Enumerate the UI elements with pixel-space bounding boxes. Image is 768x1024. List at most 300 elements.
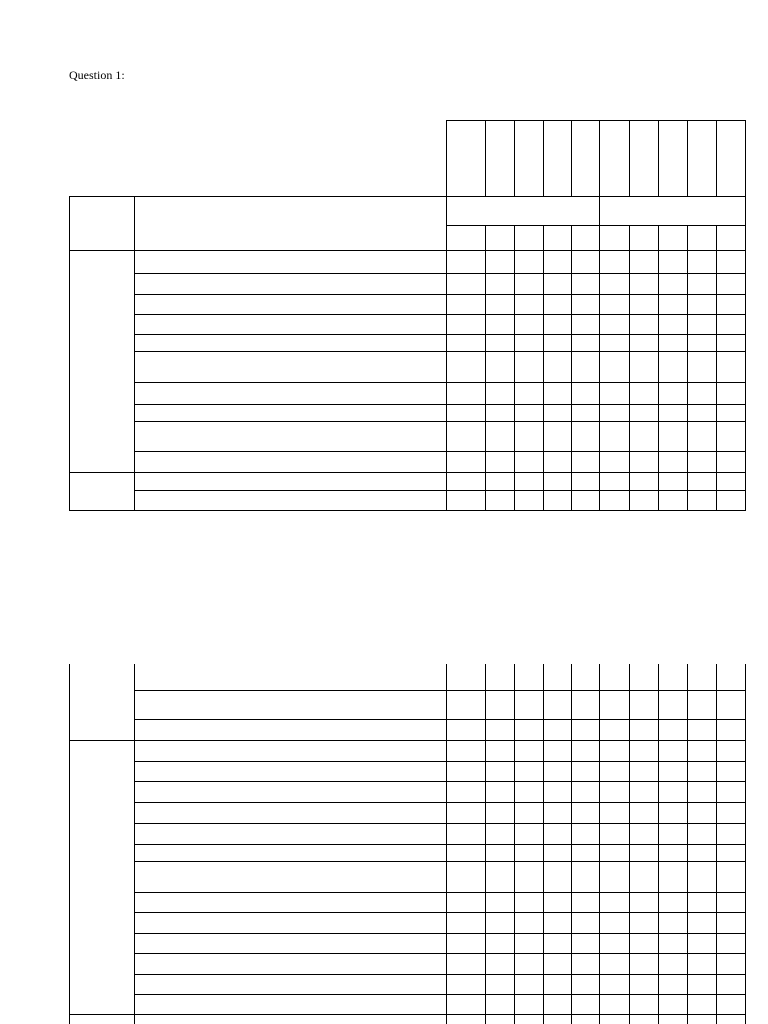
table2-row-4-frequency-3-cell[interactable] <box>515 741 543 761</box>
table2-row-13-frequency-4-cell[interactable] <box>544 934 571 953</box>
table2-row-11-severity-3-cell[interactable] <box>659 893 687 912</box>
table2-row-13-severity-2-cell[interactable] <box>630 934 658 953</box>
table1-row-5-frequency-1-cell[interactable] <box>447 335 485 351</box>
table-rule <box>571 1014 572 1024</box>
table1-row-7-severity-2-cell[interactable] <box>630 383 658 404</box>
table2-row-16-severity-4-cell[interactable] <box>688 995 716 1014</box>
table2-row-3-frequency-2-cell[interactable] <box>486 720 514 740</box>
table2-row-1-frequency-2-cell[interactable] <box>486 665 514 690</box>
table1-row-8-severity-5-cell[interactable] <box>717 405 745 421</box>
table2-row-4-severity-3-cell[interactable] <box>659 741 687 761</box>
table-rule <box>658 664 659 1015</box>
table-rule <box>571 120 572 196</box>
table2-row-7-frequency-5-cell[interactable] <box>572 803 599 823</box>
table1-row-11-frequency-1-cell[interactable] <box>447 473 485 490</box>
table2-row-9-severity-1-cell[interactable] <box>600 845 629 861</box>
table2-row-6-frequency-5-cell[interactable] <box>572 782 599 802</box>
table1-row-1-frequency-1-cell[interactable] <box>447 251 485 273</box>
table2-row-15-frequency-3-cell[interactable] <box>515 975 543 994</box>
table1-row-8-severity-1-cell[interactable] <box>600 405 629 421</box>
table2-row-1-severity-1-cell[interactable] <box>600 665 629 690</box>
table2-row-14-frequency-4-cell[interactable] <box>544 954 571 974</box>
table1-row-2-frequency-4-cell[interactable] <box>544 274 571 294</box>
table2-row-1-severity-3-cell[interactable] <box>659 665 687 690</box>
table2-row-14-severity-5-cell[interactable] <box>717 954 745 974</box>
table2-row-5-frequency-5-cell[interactable] <box>572 762 599 781</box>
table2-row-16-severity-2-cell[interactable] <box>630 995 658 1014</box>
table2-row-12-severity-4-cell[interactable] <box>688 913 716 933</box>
table2-row-6-severity-3-cell[interactable] <box>659 782 687 802</box>
table2-row-5-severity-2-cell[interactable] <box>630 762 658 781</box>
table1-row-5-severity-2-cell[interactable] <box>630 335 658 351</box>
table1-row-2-frequency-5-cell[interactable] <box>572 274 599 294</box>
table1-row-7-frequency-5-cell[interactable] <box>572 383 599 404</box>
table2-row-12-frequency-3-cell[interactable] <box>515 913 543 933</box>
table1-row-9-severity-2-cell[interactable] <box>630 422 658 451</box>
table2-row-13-severity-3-cell[interactable] <box>659 934 687 953</box>
table2-row-10-frequency-3-cell[interactable] <box>515 862 543 892</box>
table1-row-12-frequency-3-cell[interactable] <box>515 491 543 510</box>
table1-row-6-severity-4-cell[interactable] <box>688 352 716 382</box>
table2-row-2-frequency-3-cell[interactable] <box>515 691 543 719</box>
table2-row-11-severity-4-cell[interactable] <box>688 893 716 912</box>
table-rule <box>446 120 447 250</box>
table1-row-1-severity-5-cell[interactable] <box>717 251 745 273</box>
table2-row-7-severity-3-cell[interactable] <box>659 803 687 823</box>
table2-row-9-severity-5-cell[interactable] <box>717 845 745 861</box>
table2-row-8-severity-2-cell[interactable] <box>630 824 658 844</box>
table1-row-3-frequency-4-cell[interactable] <box>544 295 571 314</box>
table1-row-8-frequency-3-cell[interactable] <box>515 405 543 421</box>
table2-row-10-severity-3-cell[interactable] <box>659 862 687 892</box>
table1-row-8-frequency-2-cell[interactable] <box>486 405 514 421</box>
table2-row-16-frequency-5-cell[interactable] <box>572 995 599 1014</box>
table-rule <box>134 510 746 511</box>
table2-row-13-frequency-2-cell[interactable] <box>486 934 514 953</box>
table2-row-11-frequency-5-cell[interactable] <box>572 893 599 912</box>
table-rule <box>745 1014 746 1024</box>
table2-row-13-frequency-1-cell[interactable] <box>447 934 485 953</box>
table1-row-6-severity-5-cell[interactable] <box>717 352 745 382</box>
table1-row-4-frequency-4-cell[interactable] <box>544 315 571 334</box>
table1-row-4-frequency-2-cell[interactable] <box>486 315 514 334</box>
table2-row-1-frequency-5-cell[interactable] <box>572 665 599 690</box>
table1-row-12-severity-2-cell[interactable] <box>630 491 658 510</box>
table2-row-14-severity-2-cell[interactable] <box>630 954 658 974</box>
table2-row-2-frequency-4-cell[interactable] <box>544 691 571 719</box>
table2-row-12-severity-5-cell[interactable] <box>717 913 745 933</box>
table-rule <box>514 250 515 511</box>
table2-row-15-severity-3-cell[interactable] <box>659 975 687 994</box>
table2-row-3-severity-1-cell[interactable] <box>600 720 629 740</box>
table2-row-16-frequency-2-cell[interactable] <box>486 995 514 1014</box>
table2-row-11-severity-1-cell[interactable] <box>600 893 629 912</box>
table2-row-6-severity-4-cell[interactable] <box>688 782 716 802</box>
table2-row-4-frequency-4-cell[interactable] <box>544 741 571 761</box>
table2-row-2-severity-5-cell[interactable] <box>717 691 745 719</box>
table1-row-7-severity-1-cell[interactable] <box>600 383 629 404</box>
table1-row-6-frequency-2-cell[interactable] <box>486 352 514 382</box>
table2-row-10-frequency-5-cell[interactable] <box>572 862 599 892</box>
table2-row-15-severity-5-cell[interactable] <box>717 975 745 994</box>
table-rule <box>69 1014 70 1024</box>
table1-row-7-frequency-1-cell[interactable] <box>447 383 485 404</box>
table1-row-10-frequency-1-cell[interactable] <box>447 452 485 472</box>
table1-row-7-frequency-4-cell[interactable] <box>544 383 571 404</box>
table1-row-2-severity-3-cell[interactable] <box>659 274 687 294</box>
table1-row-11-severity-2-cell[interactable] <box>630 473 658 490</box>
table1-row-10-frequency-4-cell[interactable] <box>544 452 571 472</box>
table2-row-8-frequency-1-cell[interactable] <box>447 824 485 844</box>
table2-row-9-frequency-3-cell[interactable] <box>515 845 543 861</box>
table2-row-6-frequency-4-cell[interactable] <box>544 782 571 802</box>
table2-row-6-severity-2-cell[interactable] <box>630 782 658 802</box>
table2-row-15-frequency-1-cell[interactable] <box>447 975 485 994</box>
table2-row-10-severity-2-cell[interactable] <box>630 862 658 892</box>
table2-row-9-frequency-4-cell[interactable] <box>544 845 571 861</box>
table1-row-5-frequency-5-cell[interactable] <box>572 335 599 351</box>
table2-row-1-severity-2-cell[interactable] <box>630 665 658 690</box>
table2-row-15-frequency-5-cell[interactable] <box>572 975 599 994</box>
table2-row-3-severity-5-cell[interactable] <box>717 720 745 740</box>
table1-row-2-severity-2-cell[interactable] <box>630 274 658 294</box>
table1-row-12-frequency-4-cell[interactable] <box>544 491 571 510</box>
table1-row-7-frequency-2-cell[interactable] <box>486 383 514 404</box>
table1-row-1-severity-2-cell[interactable] <box>630 251 658 273</box>
table1-row-10-frequency-2-cell[interactable] <box>486 452 514 472</box>
table1-row-12-frequency-1-cell[interactable] <box>447 491 485 510</box>
table1-row-1-frequency-3-cell[interactable] <box>515 251 543 273</box>
table2-row-15-frequency-2-cell[interactable] <box>486 975 514 994</box>
table-rule <box>485 1014 486 1024</box>
table1-row-5-frequency-3-cell[interactable] <box>515 335 543 351</box>
table2-row-12-severity-1-cell[interactable] <box>600 913 629 933</box>
table2-row-9-frequency-2-cell[interactable] <box>486 845 514 861</box>
table2-row-13-severity-1-cell[interactable] <box>600 934 629 953</box>
table2-row-8-severity-5-cell[interactable] <box>717 824 745 844</box>
table1-row-11-frequency-2-cell[interactable] <box>486 473 514 490</box>
table2-row-10-frequency-1-cell[interactable] <box>447 862 485 892</box>
table2-row-9-severity-2-cell[interactable] <box>630 845 658 861</box>
table2-row-6-severity-1-cell[interactable] <box>600 782 629 802</box>
table1-row-3-severity-3-cell[interactable] <box>659 295 687 314</box>
table2-row-5-frequency-1-cell[interactable] <box>447 762 485 781</box>
table1-row-11-severity-1-cell[interactable] <box>600 473 629 490</box>
table2-row-16-severity-3-cell[interactable] <box>659 995 687 1014</box>
table1-row-4-severity-1-cell[interactable] <box>600 315 629 334</box>
table2-row-3-frequency-4-cell[interactable] <box>544 720 571 740</box>
table1-row-5-severity-3-cell[interactable] <box>659 335 687 351</box>
table2-row-2-frequency-5-cell[interactable] <box>572 691 599 719</box>
table2-row-16-frequency-1-cell[interactable] <box>447 995 485 1014</box>
table2-row-5-frequency-2-cell[interactable] <box>486 762 514 781</box>
table2-row-12-severity-2-cell[interactable] <box>630 913 658 933</box>
table2-row-8-frequency-4-cell[interactable] <box>544 824 571 844</box>
table1-row-2-frequency-3-cell[interactable] <box>515 274 543 294</box>
table2-row-15-severity-2-cell[interactable] <box>630 975 658 994</box>
table2-row-13-severity-4-cell[interactable] <box>688 934 716 953</box>
table2-row-7-frequency-2-cell[interactable] <box>486 803 514 823</box>
table2-row-11-frequency-4-cell[interactable] <box>544 893 571 912</box>
table2-row-7-frequency-4-cell[interactable] <box>544 803 571 823</box>
table1-row-4-severity-3-cell[interactable] <box>659 315 687 334</box>
table2-row-2-frequency-1-cell[interactable] <box>447 691 485 719</box>
table2-row-10-severity-4-cell[interactable] <box>688 862 716 892</box>
table1-row-9-frequency-5-cell[interactable] <box>572 422 599 451</box>
table2-row-1-frequency-4-cell[interactable] <box>544 665 571 690</box>
table2-row-1-severity-5-cell[interactable] <box>717 665 745 690</box>
table1-row-6-frequency-4-cell[interactable] <box>544 352 571 382</box>
table1-row-7-severity-4-cell[interactable] <box>688 383 716 404</box>
table1-row-12-severity-4-cell[interactable] <box>688 491 716 510</box>
table2-row-1-frequency-1-cell[interactable] <box>447 665 485 690</box>
table2-row-16-severity-5-cell[interactable] <box>717 995 745 1014</box>
table1-row-11-frequency-4-cell[interactable] <box>544 473 571 490</box>
table2-row-13-frequency-3-cell[interactable] <box>515 934 543 953</box>
table1-row-1-severity-4-cell[interactable] <box>688 251 716 273</box>
table2-row-8-severity-1-cell[interactable] <box>600 824 629 844</box>
table2-row-10-severity-5-cell[interactable] <box>717 862 745 892</box>
table2-row-11-frequency-3-cell[interactable] <box>515 893 543 912</box>
table1-row-12-severity-1-cell[interactable] <box>600 491 629 510</box>
table1-row-5-severity-1-cell[interactable] <box>600 335 629 351</box>
table1-row-3-frequency-2-cell[interactable] <box>486 295 514 314</box>
table1-row-9-frequency-1-cell[interactable] <box>447 422 485 451</box>
table1-row-10-severity-3-cell[interactable] <box>659 452 687 472</box>
table1-row-3-frequency-1-cell[interactable] <box>447 295 485 314</box>
table1-row-2-severity-4-cell[interactable] <box>688 274 716 294</box>
table2-row-9-severity-3-cell[interactable] <box>659 845 687 861</box>
table2-row-3-frequency-5-cell[interactable] <box>572 720 599 740</box>
table2-row-5-severity-5-cell[interactable] <box>717 762 745 781</box>
table1-row-1-severity-1-cell[interactable] <box>600 251 629 273</box>
table1-row-7-severity-5-cell[interactable] <box>717 383 745 404</box>
table1-row-2-frequency-1-cell[interactable] <box>447 274 485 294</box>
table1-row-2-severity-5-cell[interactable] <box>717 274 745 294</box>
table2-row-12-frequency-2-cell[interactable] <box>486 913 514 933</box>
table2-row-8-severity-3-cell[interactable] <box>659 824 687 844</box>
table2-row-2-frequency-2-cell[interactable] <box>486 691 514 719</box>
table1-row-5-severity-5-cell[interactable] <box>717 335 745 351</box>
table2-row-7-frequency-3-cell[interactable] <box>515 803 543 823</box>
table-rule <box>745 250 746 511</box>
table-rule <box>446 1014 447 1024</box>
table2-row-14-frequency-1-cell[interactable] <box>447 954 485 974</box>
table1-row-6-frequency-5-cell[interactable] <box>572 352 599 382</box>
table1-row-12-frequency-5-cell[interactable] <box>572 491 599 510</box>
table2-row-9-frequency-1-cell[interactable] <box>447 845 485 861</box>
table2-row-8-frequency-2-cell[interactable] <box>486 824 514 844</box>
table2-row-12-frequency-4-cell[interactable] <box>544 913 571 933</box>
table1-row-3-severity-5-cell[interactable] <box>717 295 745 314</box>
table1-row-8-frequency-5-cell[interactable] <box>572 405 599 421</box>
table1-row-4-severity-5-cell[interactable] <box>717 315 745 334</box>
table2-row-4-frequency-1-cell[interactable] <box>447 741 485 761</box>
table2-row-8-frequency-5-cell[interactable] <box>572 824 599 844</box>
table2-row-16-frequency-4-cell[interactable] <box>544 995 571 1014</box>
table1-row-6-severity-1-cell[interactable] <box>600 352 629 382</box>
table1-row-7-severity-3-cell[interactable] <box>659 383 687 404</box>
table1-row-9-severity-1-cell[interactable] <box>600 422 629 451</box>
table1-row-10-frequency-5-cell[interactable] <box>572 452 599 472</box>
table1-row-6-severity-2-cell[interactable] <box>630 352 658 382</box>
table-rule <box>571 250 572 511</box>
table2-row-4-frequency-5-cell[interactable] <box>572 741 599 761</box>
table2-row-15-severity-4-cell[interactable] <box>688 975 716 994</box>
table1-row-11-frequency-5-cell[interactable] <box>572 473 599 490</box>
table2-row-6-frequency-2-cell[interactable] <box>486 782 514 802</box>
table1-row-9-severity-3-cell[interactable] <box>659 422 687 451</box>
table1-row-8-severity-4-cell[interactable] <box>688 405 716 421</box>
table2-row-12-frequency-1-cell[interactable] <box>447 913 485 933</box>
table1-row-8-severity-3-cell[interactable] <box>659 405 687 421</box>
table1-row-1-frequency-2-cell[interactable] <box>486 251 514 273</box>
table1-row-9-frequency-4-cell[interactable] <box>544 422 571 451</box>
table-rule <box>629 250 630 511</box>
table1-row-4-frequency-5-cell[interactable] <box>572 315 599 334</box>
table2-row-5-severity-4-cell[interactable] <box>688 762 716 781</box>
table2-row-11-severity-2-cell[interactable] <box>630 893 658 912</box>
table2-row-14-frequency-2-cell[interactable] <box>486 954 514 974</box>
table-rule <box>658 250 659 511</box>
table1-row-12-frequency-2-cell[interactable] <box>486 491 514 510</box>
table2-row-7-severity-2-cell[interactable] <box>630 803 658 823</box>
table2-row-7-frequency-1-cell[interactable] <box>447 803 485 823</box>
table2-row-2-severity-1-cell[interactable] <box>600 691 629 719</box>
table1-row-7-frequency-3-cell[interactable] <box>515 383 543 404</box>
table2-row-11-severity-5-cell[interactable] <box>717 893 745 912</box>
table2-row-14-severity-1-cell[interactable] <box>600 954 629 974</box>
table2-row-10-frequency-4-cell[interactable] <box>544 862 571 892</box>
table2-row-3-severity-4-cell[interactable] <box>688 720 716 740</box>
table2-row-14-severity-4-cell[interactable] <box>688 954 716 974</box>
table2-row-5-frequency-3-cell[interactable] <box>515 762 543 781</box>
table2-row-3-severity-3-cell[interactable] <box>659 720 687 740</box>
table2-row-3-severity-2-cell[interactable] <box>630 720 658 740</box>
table2-row-13-frequency-5-cell[interactable] <box>572 934 599 953</box>
table1-row-1-frequency-4-cell[interactable] <box>544 251 571 273</box>
table-rule <box>514 664 515 1015</box>
table2-row-15-frequency-4-cell[interactable] <box>544 975 571 994</box>
table2-row-4-severity-5-cell[interactable] <box>717 741 745 761</box>
table2-row-5-severity-3-cell[interactable] <box>659 762 687 781</box>
table2-row-9-severity-4-cell[interactable] <box>688 845 716 861</box>
table1-row-9-severity-4-cell[interactable] <box>688 422 716 451</box>
table2-row-7-severity-4-cell[interactable] <box>688 803 716 823</box>
table-rule <box>134 196 135 250</box>
table1-row-8-frequency-4-cell[interactable] <box>544 405 571 421</box>
table2-row-7-severity-5-cell[interactable] <box>717 803 745 823</box>
table1-row-4-frequency-3-cell[interactable] <box>515 315 543 334</box>
table1-row-10-severity-1-cell[interactable] <box>600 452 629 472</box>
table2-row-5-severity-1-cell[interactable] <box>600 762 629 781</box>
table1-row-8-frequency-1-cell[interactable] <box>447 405 485 421</box>
table1-row-9-frequency-2-cell[interactable] <box>486 422 514 451</box>
table2-row-1-severity-4-cell[interactable] <box>688 665 716 690</box>
table2-row-14-frequency-3-cell[interactable] <box>515 954 543 974</box>
table2-row-16-severity-1-cell[interactable] <box>600 995 629 1014</box>
table2-row-4-severity-2-cell[interactable] <box>630 741 658 761</box>
table2-row-3-frequency-1-cell[interactable] <box>447 720 485 740</box>
table2-row-6-severity-5-cell[interactable] <box>717 782 745 802</box>
table-rule <box>514 1014 515 1024</box>
table1-row-6-severity-3-cell[interactable] <box>659 352 687 382</box>
table1-row-11-severity-4-cell[interactable] <box>688 473 716 490</box>
table1-row-6-frequency-3-cell[interactable] <box>515 352 543 382</box>
table1-row-10-severity-5-cell[interactable] <box>717 452 745 472</box>
table2-row-2-severity-2-cell[interactable] <box>630 691 658 719</box>
table1-row-4-severity-4-cell[interactable] <box>688 315 716 334</box>
table2-row-11-frequency-1-cell[interactable] <box>447 893 485 912</box>
table2-row-2-severity-3-cell[interactable] <box>659 691 687 719</box>
table1-row-3-frequency-3-cell[interactable] <box>515 295 543 314</box>
table1-row-11-frequency-3-cell[interactable] <box>515 473 543 490</box>
table2-row-14-frequency-5-cell[interactable] <box>572 954 599 974</box>
table2-row-3-frequency-3-cell[interactable] <box>515 720 543 740</box>
table1-row-5-frequency-4-cell[interactable] <box>544 335 571 351</box>
table2-row-4-severity-1-cell[interactable] <box>600 741 629 761</box>
table1-row-10-severity-2-cell[interactable] <box>630 452 658 472</box>
table2-row-9-frequency-5-cell[interactable] <box>572 845 599 861</box>
table1-row-9-severity-5-cell[interactable] <box>717 422 745 451</box>
table-rule <box>658 120 659 196</box>
table1-row-9-frequency-3-cell[interactable] <box>515 422 543 451</box>
table-rule <box>716 120 717 196</box>
table-rule <box>599 664 600 1015</box>
table1-row-3-severity-2-cell[interactable] <box>630 295 658 314</box>
table2-row-8-severity-4-cell[interactable] <box>688 824 716 844</box>
table2-row-10-severity-1-cell[interactable] <box>600 862 629 892</box>
table2-row-12-frequency-5-cell[interactable] <box>572 913 599 933</box>
table2-row-5-frequency-4-cell[interactable] <box>544 762 571 781</box>
table2-row-13-severity-5-cell[interactable] <box>717 934 745 953</box>
table1-row-3-severity-1-cell[interactable] <box>600 295 629 314</box>
table1-row-10-frequency-3-cell[interactable] <box>515 452 543 472</box>
table2-row-15-severity-1-cell[interactable] <box>600 975 629 994</box>
table1-row-1-severity-3-cell[interactable] <box>659 251 687 273</box>
table1-row-5-severity-4-cell[interactable] <box>688 335 716 351</box>
table2-row-1-frequency-3-cell[interactable] <box>515 665 543 690</box>
table1-row-12-severity-5-cell[interactable] <box>717 491 745 510</box>
table2-row-7-severity-1-cell[interactable] <box>600 803 629 823</box>
table1-row-8-severity-2-cell[interactable] <box>630 405 658 421</box>
table2-row-8-frequency-3-cell[interactable] <box>515 824 543 844</box>
table1-row-11-severity-5-cell[interactable] <box>717 473 745 490</box>
table1-row-2-frequency-2-cell[interactable] <box>486 274 514 294</box>
table1-row-11-severity-3-cell[interactable] <box>659 473 687 490</box>
table1-row-3-frequency-5-cell[interactable] <box>572 295 599 314</box>
table2-row-4-frequency-2-cell[interactable] <box>486 741 514 761</box>
table1-row-12-severity-3-cell[interactable] <box>659 491 687 510</box>
table2-row-16-frequency-3-cell[interactable] <box>515 995 543 1014</box>
table2-row-4-severity-4-cell[interactable] <box>688 741 716 761</box>
table2-row-6-frequency-3-cell[interactable] <box>515 782 543 802</box>
table1-row-3-severity-4-cell[interactable] <box>688 295 716 314</box>
table1-row-1-frequency-5-cell[interactable] <box>572 251 599 273</box>
table2-row-11-frequency-2-cell[interactable] <box>486 893 514 912</box>
table1-row-6-frequency-1-cell[interactable] <box>447 352 485 382</box>
table1-row-4-severity-2-cell[interactable] <box>630 315 658 334</box>
table1-row-4-frequency-1-cell[interactable] <box>447 315 485 334</box>
table1-row-5-frequency-2-cell[interactable] <box>486 335 514 351</box>
table2-row-6-frequency-1-cell[interactable] <box>447 782 485 802</box>
table2-row-12-severity-3-cell[interactable] <box>659 913 687 933</box>
table2-row-14-severity-3-cell[interactable] <box>659 954 687 974</box>
table2-row-10-frequency-2-cell[interactable] <box>486 862 514 892</box>
table2-row-2-severity-4-cell[interactable] <box>688 691 716 719</box>
table1-row-2-severity-1-cell[interactable] <box>600 274 629 294</box>
table1-row-10-severity-4-cell[interactable] <box>688 452 716 472</box>
